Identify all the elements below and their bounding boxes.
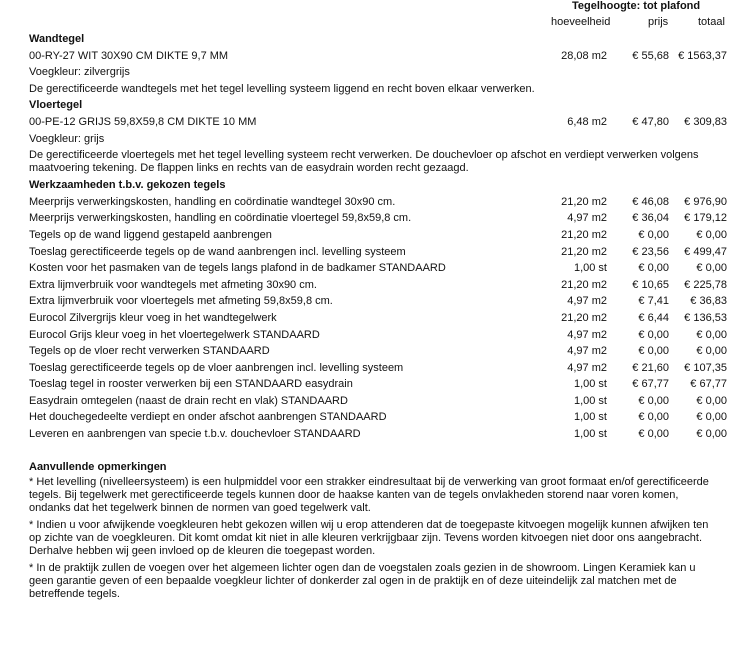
wall-product-qty: 28,08 m2 xyxy=(561,49,607,62)
work-item-desc: Meerprijs verwerkingskosten, handling en coördinatie vloertegel 59,8x59,8 cm. xyxy=(29,212,412,225)
work-item-row xyxy=(29,211,741,228)
work-item-desc: Het douchegedeelte verdiept en onder afschot aanbrengen STANDAARD xyxy=(29,411,387,424)
work-item-price: € 0,00 xyxy=(638,262,669,275)
work-item-total: € 976,90 xyxy=(684,195,727,208)
work-item-qty: 21,20 m2 xyxy=(561,228,607,241)
work-item-desc: Tegels op de wand liggend gestapeld aanbrengen xyxy=(29,228,272,241)
work-item-price: € 0,00 xyxy=(638,428,669,441)
remark-paragraph: * Het levelling (nivelleersysteem) is een hulpmiddel voor een strakker eindresultaat bij de verwerking van groot formaat en/of gerectificeerde tegels. Bij tegelwerk met gerectificeerde tegels kunnen door de haakse kanten van de tegels onvlakheden storend naar voren komen, ondanks dat het tegelwerk binnen de normen van goed tegelwerk valt. xyxy=(29,476,709,515)
work-item-price: € 0,00 xyxy=(638,328,669,341)
work-item-qty: 4,97 m2 xyxy=(567,328,607,341)
work-section-title: Werkzaamheden t.b.v. gekozen tegels xyxy=(29,179,226,192)
work-item-total: € 0,00 xyxy=(696,411,727,424)
work-item-desc: Eurocol Grijs kleur voeg in het vloertegelwerk STANDAARD xyxy=(29,328,320,341)
remarks-list xyxy=(29,476,741,601)
work-item-qty: 1,00 st xyxy=(573,428,607,441)
work-item-row xyxy=(29,228,741,245)
floor-product-total: € 309,83 xyxy=(684,115,727,128)
work-item-row xyxy=(29,410,741,427)
work-item-price: € 0,00 xyxy=(638,345,669,358)
floor-product-qty: 6,48 m2 xyxy=(567,115,607,128)
work-item-price: € 36,04 xyxy=(632,212,669,225)
work-item-qty: 21,20 m2 xyxy=(561,278,607,291)
work-item-price: € 0,00 xyxy=(638,228,669,241)
floor-product-price: € 47,80 xyxy=(632,115,669,128)
work-item-desc: Kosten voor het pasmaken van de tegels langs plafond in de badkamer STANDAARD xyxy=(29,262,446,275)
wall-grout-row xyxy=(29,65,741,82)
work-item-qty: 21,20 m2 xyxy=(561,311,607,324)
work-item-desc: Meerprijs verwerkingskosten, handling en coördinatie wandtegel 30x90 cm. xyxy=(29,195,396,208)
work-item-total: € 0,00 xyxy=(696,428,727,441)
work-item-row xyxy=(29,361,741,378)
work-item-total: € 0,00 xyxy=(696,345,727,358)
work-item-price: € 67,77 xyxy=(632,378,669,391)
work-item-total: € 107,35 xyxy=(684,361,727,374)
work-item-row xyxy=(29,195,741,212)
work-item-price: € 10,65 xyxy=(632,278,669,291)
work-item-desc: Toeslag gerectificeerde tegels op de wand aanbrengen incl. levelling systeem xyxy=(29,245,406,258)
remark-paragraph: * In de praktijk zullen de voegen over het algemeen lichter ogen dan de voegstalen zoals gezien in de showroom. Lingen Keramiek kan u geen garantie geven of een bepaalde voegkleur lichter of donkerder zal ogen in de praktijk en of deze uiteindelijk zal matchen met de betreffende tegels. xyxy=(29,562,696,601)
work-item-total: € 67,77 xyxy=(690,378,727,391)
remarks-title: Aanvullende opmerkingen xyxy=(29,460,167,473)
work-item-row xyxy=(29,394,741,411)
work-item-qty: 4,97 m2 xyxy=(567,295,607,308)
work-item-row xyxy=(29,311,741,328)
work-item-total: € 0,00 xyxy=(696,228,727,241)
work-item-total: € 499,47 xyxy=(684,245,727,258)
floor-note: De gerectificeerde vloertegels met het tegel levelling systeem recht verwerken. De douchevloer op afschot en verdiept verwerken volgens maatvoering tekening. De flappen links en rechts van de easydrain worden recht gezaagd. xyxy=(29,149,699,175)
quotation-content xyxy=(29,32,741,605)
work-item-desc: Toeslag gerectificeerde tegels op de vloer aanbrengen incl. levelling systeem xyxy=(29,361,404,374)
work-item-desc: Extra lijmverbruik voor wandtegels met afmeting 30x90 cm. xyxy=(29,278,317,291)
work-item-price: € 0,00 xyxy=(638,411,669,424)
floor-grout-row xyxy=(29,132,741,149)
wall-product-total: € 1563,37 xyxy=(678,49,727,62)
work-item-qty: 21,20 m2 xyxy=(561,245,607,258)
wall-product-row xyxy=(29,49,741,66)
work-item-total: € 136,53 xyxy=(684,311,727,324)
work-item-total: € 0,00 xyxy=(696,394,727,407)
work-item-qty: 4,97 m2 xyxy=(567,212,607,225)
quantity-header: hoeveelheid xyxy=(551,16,611,28)
work-item-qty: 21,20 m2 xyxy=(561,195,607,208)
remark-paragraph: * Indien u voor afwijkende voegkleuren hebt gekozen willen wij u erop attenderen dat de toegepaste kitvoegen mogelijk kunnen afwijken ten op zichte van de voegkleuren. Dit komt omdat kit niet in alle kleuren verkrijgbaar zijn. Tevens worden kitvoegen niet door ons aangebracht. Derhalve hebben wij geen invloed op de kleuren die toegepast worden. xyxy=(29,519,709,558)
work-item-price: € 21,60 xyxy=(632,361,669,374)
work-item-desc: Toeslag tegel in rooster verwerken bij een STANDAARD easydrain xyxy=(29,378,353,391)
floor-section-title: Vloertegel xyxy=(29,99,83,112)
work-item-total: € 0,00 xyxy=(696,262,727,275)
work-item-desc: Eurocol Zilvergrijs kleur voeg in het wandtegelwerk xyxy=(29,311,277,324)
work-item-price: € 46,08 xyxy=(632,195,669,208)
wall-note-row xyxy=(29,82,741,99)
work-item-qty: 4,97 m2 xyxy=(567,361,607,374)
work-item-row xyxy=(29,328,741,345)
tile-height-label: Tegelhoogte: tot plafond xyxy=(572,0,701,12)
remarks-title-row xyxy=(29,460,741,477)
work-item-row xyxy=(29,377,741,394)
wall-grout: Voegkleur: zilvergrijs xyxy=(29,66,130,79)
work-item-row xyxy=(29,294,741,311)
work-item-desc: Easydrain omtegelen (naast de drain recht en vlak) STANDAARD xyxy=(29,394,348,407)
total-header: totaal xyxy=(698,16,725,28)
work-item-price: € 7,41 xyxy=(638,295,669,308)
work-item-total: € 179,12 xyxy=(684,212,727,225)
wall-section-title: Wandtegel xyxy=(29,33,85,45)
work-item-price: € 23,56 xyxy=(632,245,669,258)
floor-product-row xyxy=(29,115,741,132)
work-section-title-row xyxy=(29,178,741,195)
work-item-price: € 6,44 xyxy=(638,311,669,324)
work-item-total: € 36,83 xyxy=(690,295,727,308)
work-item-row xyxy=(29,344,741,361)
work-item-qty: 4,97 m2 xyxy=(567,345,607,358)
wall-product-desc: 00-RY-27 WIT 30X90 CM DIKTE 9,7 MM xyxy=(29,49,229,62)
work-item-qty: 1,00 st xyxy=(573,378,607,391)
price-header: prijs xyxy=(648,16,669,28)
wall-product-price: € 55,68 xyxy=(632,49,669,62)
floor-section-title-row xyxy=(29,98,741,115)
work-item-price: € 0,00 xyxy=(638,394,669,407)
work-items-list xyxy=(29,195,741,444)
work-item-desc: Tegels op de vloer recht verwerken STANDAARD xyxy=(29,345,270,358)
work-item-desc: Leveren en aanbrengen van specie t.b.v. douchevloer STANDAARD xyxy=(29,428,361,441)
work-item-row xyxy=(29,261,741,278)
work-item-desc: Extra lijmverbruik voor vloertegels met afmeting 59,8x59,8 cm. xyxy=(29,295,333,308)
work-item-row xyxy=(29,245,741,262)
work-item-qty: 1,00 st xyxy=(573,411,607,424)
wall-note: De gerectificeerde wandtegels met het tegel levelling systeem liggend en recht boven elkaar verwerken. xyxy=(29,82,535,95)
work-item-row xyxy=(29,278,741,295)
work-item-total: € 0,00 xyxy=(696,328,727,341)
work-item-row xyxy=(29,427,741,444)
work-item-qty: 1,00 st xyxy=(573,262,607,275)
floor-product-desc: 00-PE-12 GRIJS 59,8X59,8 CM DIKTE 10 MM xyxy=(29,115,257,128)
work-item-qty: 1,00 st xyxy=(573,394,607,407)
floor-grout: Voegkleur: grijs xyxy=(29,132,105,145)
wall-section-title-row xyxy=(29,32,741,49)
work-item-total: € 225,78 xyxy=(684,278,727,291)
